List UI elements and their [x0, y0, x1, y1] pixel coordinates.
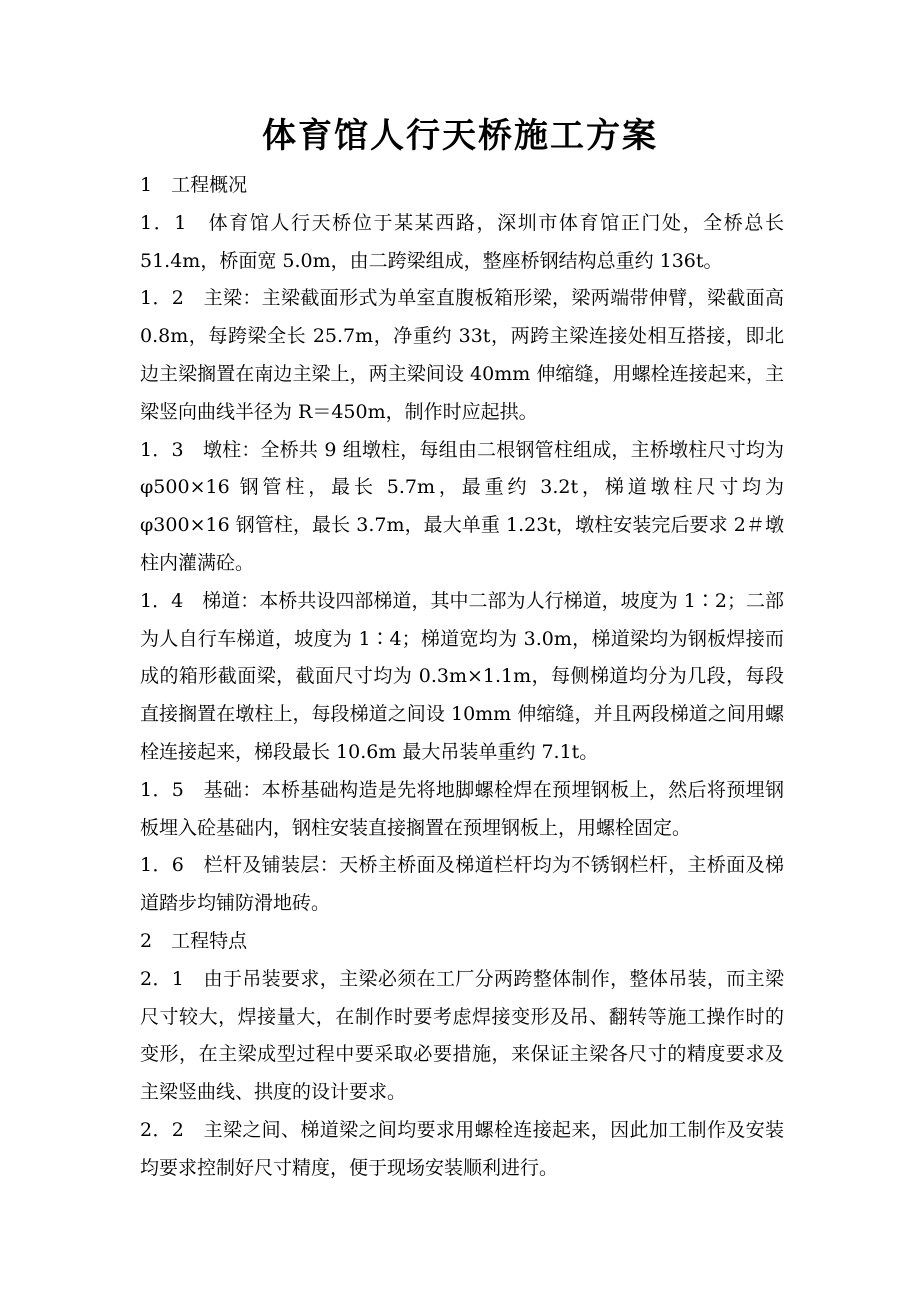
- document-title: 体育馆人行天桥施工方案: [262, 116, 658, 156]
- paragraph-1-1: 1．1 体育馆人行天桥位于某某西路，深圳市体育馆正门处，全桥总长51.4m，桥面宽 5.0m，由二跨梁组成，整座桥钢结构总重约 136t。: [140, 211, 784, 272]
- paragraph-1-6: 1．6 栏杆及铺装层：天桥主桥面及梯道栏杆均为不锈钢栏杆，主桥面及梯道踏步均铺防滑地砖。: [140, 854, 784, 915]
- paragraph-1-5: 1．5 基础：本桥基础构造是先将地脚螺栓焊在预埋钢板上，然后将预埋钢板埋入砼基础内，钢柱安装直接搁置在预埋钢板上，用螺栓固定。: [140, 778, 784, 839]
- paragraph-1-3: 1．3 墩柱：全桥共 9 组墩柱，每组由二根钢管柱组成，主桥墩柱尺寸均为φ500×16 钢管柱，最长 5.7m，最重约 3.2t，梯道墩柱尺寸均为φ300×16 钢管柱，最长 3.7m，最大单重 1.23t，墩柱安装完后要求 2＃墩柱内灌满砼。: [140, 438, 784, 574]
- paragraph-1-4: 1．4 梯道：本桥共设四部梯道，其中二部为人行梯道，坡度为 1∶2；二部为人自行车梯道，坡度为 1∶4；梯道宽均为 3.0m，梯道梁均为钢板焊接而成的箱形截面梁，截面尺寸均为 0.3m×1.1m，每侧梯道均分为几段，每段直接搁置在墩柱上，每段梯道之间设 10mm 伸缩缝，并且两段梯道之间用螺栓连接起来，梯段最长 10.6m 最大吊装单重约 7.1t。: [140, 589, 784, 763]
- section-heading-1: 1 工程概况: [140, 174, 248, 196]
- paragraph-2-2: 2．2 主梁之间、梯道梁之间均要求用螺栓连接起来，因此加工制作及安装均要求控制好尺寸精度，便于现场安装顺利进行。: [140, 1118, 784, 1179]
- paragraph-1-2: 1．2 主梁：主梁截面形式为单室直腹板箱形梁，梁两端带伸臂，梁截面高 0.8m，每跨梁全长 25.7m，净重约 33t，两跨主梁连接处相互搭接，即北边主梁搁置在南边主梁上，两主梁间设 40mm 伸缩缝，用螺栓连接起来，主梁竖向曲线半径为 R＝450m，制作时应起拱。: [140, 287, 784, 423]
- document-body: [140, 167, 784, 1188]
- paragraph-2-1: 2．1 由于吊装要求，主梁必须在工厂分两跨整体制作，整体吊装，而主梁尺寸较大，焊接量大，在制作时要考虑焊接变形及吊、翻转等施工操作时的变形，在主梁成型过程中要采取必要措施，来保证主梁各尺寸的精度要求及主梁竖曲线、拱度的设计要求。: [140, 967, 784, 1104]
- section-heading-2: 2 工程特点: [140, 929, 248, 952]
